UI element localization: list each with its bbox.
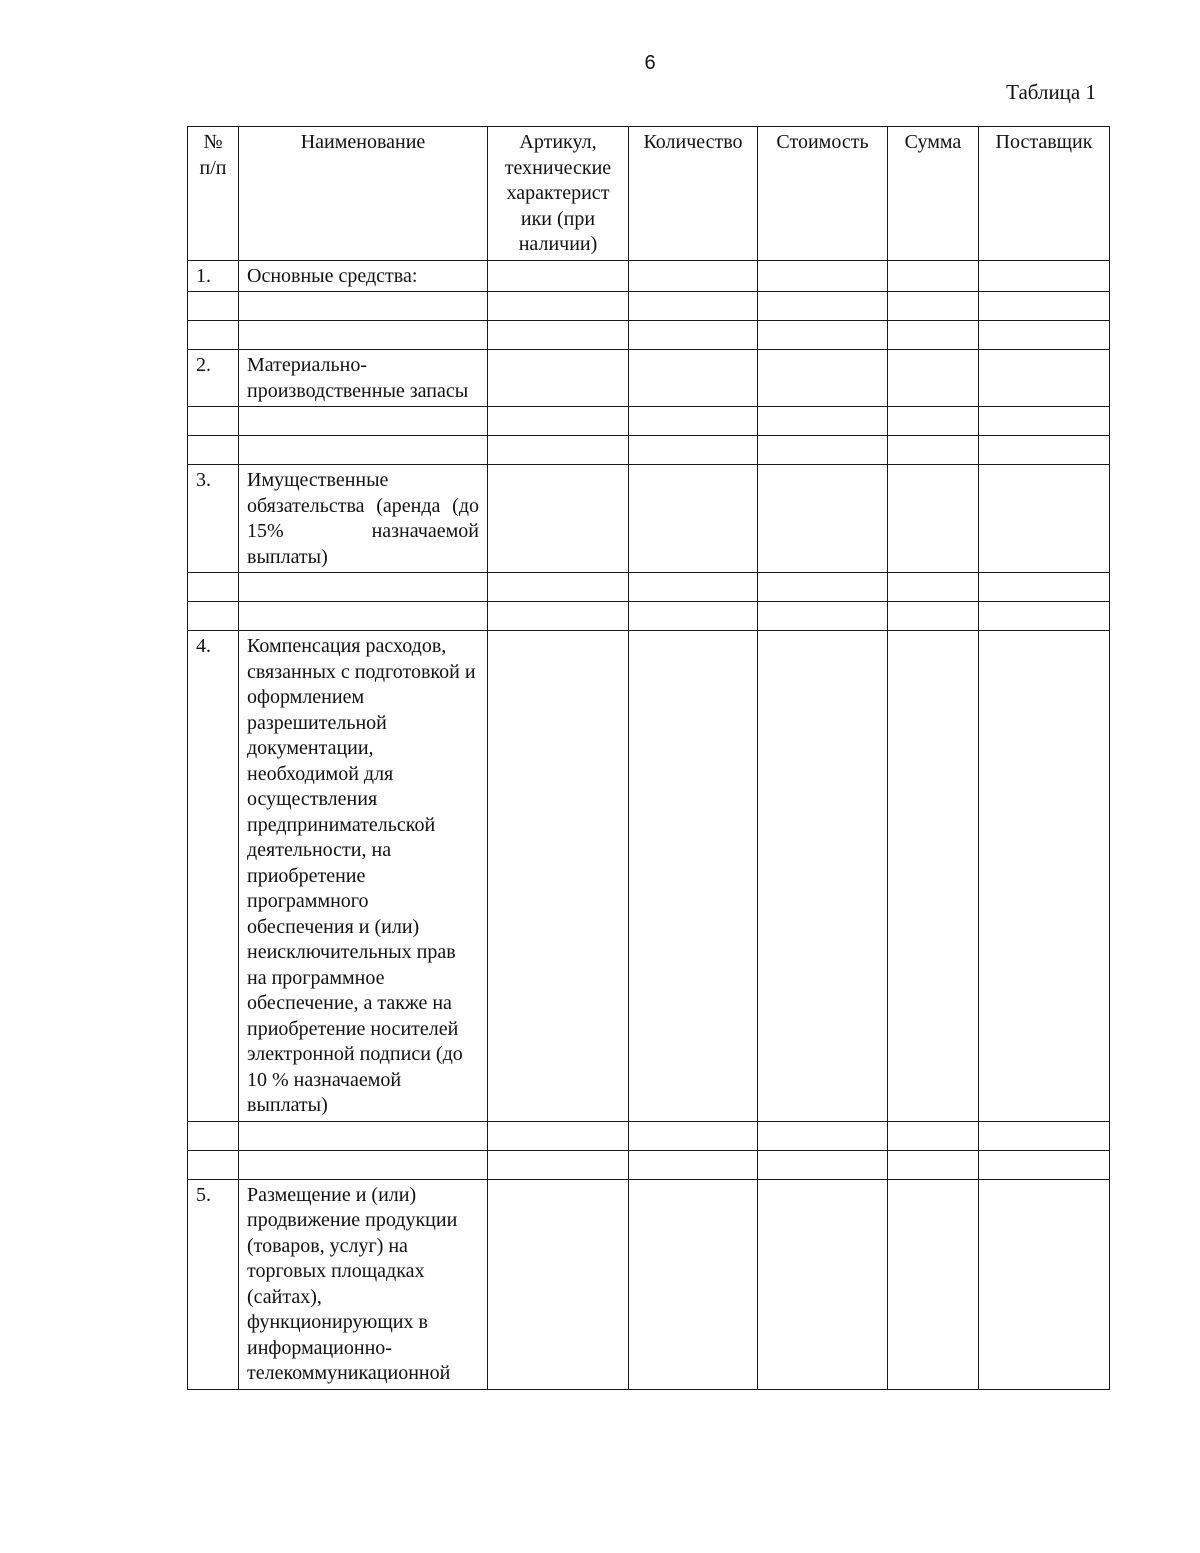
section-num: 5. (188, 1179, 239, 1389)
cell (979, 292, 1110, 321)
cell (629, 436, 758, 465)
cell (979, 407, 1110, 436)
cell (629, 350, 758, 407)
cell (188, 436, 239, 465)
cell (488, 1150, 629, 1179)
section-name: Основные средства: (239, 260, 488, 292)
section-num: 4. (188, 631, 239, 1122)
table-row-empty (188, 602, 1110, 631)
cell (188, 573, 239, 602)
cell (979, 436, 1110, 465)
cell (488, 260, 629, 292)
cell (758, 1121, 888, 1150)
cell (888, 436, 979, 465)
cell (239, 292, 488, 321)
header-quantity: Количество (629, 127, 758, 261)
cell (239, 573, 488, 602)
cell (488, 436, 629, 465)
cell (979, 321, 1110, 350)
cell (888, 350, 979, 407)
table-caption: Таблица 1 (1006, 80, 1096, 104)
cell (188, 1121, 239, 1150)
header-name: Наименование (239, 127, 488, 261)
cell (188, 292, 239, 321)
cell (188, 1150, 239, 1179)
cell (979, 350, 1110, 407)
table-row-empty (188, 1121, 1110, 1150)
cell (629, 602, 758, 631)
cell (888, 602, 979, 631)
cell (488, 407, 629, 436)
cell (488, 1121, 629, 1150)
cell (629, 465, 758, 573)
table-row-empty (188, 292, 1110, 321)
cell (888, 465, 979, 573)
cell (888, 260, 979, 292)
cell (758, 1179, 888, 1389)
header-row (188, 127, 1110, 261)
cell (629, 573, 758, 602)
cell (239, 602, 488, 631)
cell (888, 1150, 979, 1179)
cell (629, 631, 758, 1122)
table-row-empty (188, 1150, 1110, 1179)
cell (758, 260, 888, 292)
cell (188, 602, 239, 631)
cell (979, 573, 1110, 602)
table-row-empty (188, 436, 1110, 465)
cell (758, 631, 888, 1122)
cell (488, 321, 629, 350)
cell (239, 321, 488, 350)
cell (888, 631, 979, 1122)
cell (488, 573, 629, 602)
cell (629, 321, 758, 350)
cell (979, 1121, 1110, 1150)
cell (488, 350, 629, 407)
table-row-section-2 (188, 350, 1110, 407)
cell (758, 465, 888, 573)
cell (979, 1179, 1110, 1389)
cell (239, 407, 488, 436)
section-name: Компенсация расходов, связанных с подготовкой и оформлением разрешительной документации, необходимой для осуществления предпринимательской деятельности, на приобретение программного обеспечения и (или) неисключительных прав на программное обеспечение, а также на приобретение носителей электронной подписи (до 10 % назначаемой выплаты) (239, 631, 488, 1122)
section-num: 2. (188, 350, 239, 407)
cell (629, 292, 758, 321)
header-article: Артикул, технические характерист ики (при наличии) (488, 127, 629, 261)
cell (888, 292, 979, 321)
cell (629, 1179, 758, 1389)
cell (629, 407, 758, 436)
header-num: № п/п (188, 127, 239, 261)
cell (888, 573, 979, 602)
header-sum: Сумма (888, 127, 979, 261)
cell (979, 631, 1110, 1122)
cell (488, 465, 629, 573)
cell (979, 1150, 1110, 1179)
table-row-empty (188, 407, 1110, 436)
table-row-section-1 (188, 260, 1110, 292)
items-table (187, 126, 1110, 1390)
cell (888, 1121, 979, 1150)
cell (188, 407, 239, 436)
section-num: 1. (188, 260, 239, 292)
section-name: Размещение и (или) продвижение продукции (товаров, услуг) на торговых площадках (сайтах), функционирующих в информационно-телекоммуникационной (239, 1179, 488, 1389)
header-supplier: Поставщик (979, 127, 1110, 261)
cell (758, 573, 888, 602)
cell (979, 260, 1110, 292)
section-name: Материально-производственные запасы (239, 350, 488, 407)
cell (488, 631, 629, 1122)
cell (758, 292, 888, 321)
cell (629, 260, 758, 292)
cell (629, 1121, 758, 1150)
cell (758, 350, 888, 407)
cell (188, 321, 239, 350)
table-row-section-3 (188, 465, 1110, 573)
cell (888, 321, 979, 350)
table-row-empty (188, 573, 1110, 602)
cell (758, 1150, 888, 1179)
cell (979, 602, 1110, 631)
section-name: Имущественные обязательства (аренда (до 15% назначаемой выплаты) (239, 465, 488, 573)
cell (239, 1150, 488, 1179)
section-num: 3. (188, 465, 239, 573)
cell (239, 436, 488, 465)
cell (488, 1179, 629, 1389)
header-cost: Стоимость (758, 127, 888, 261)
cell (758, 407, 888, 436)
cell (888, 1179, 979, 1389)
cell (888, 407, 979, 436)
cell (758, 436, 888, 465)
cell (239, 1121, 488, 1150)
page-number: 6 (644, 52, 656, 74)
cell (758, 602, 888, 631)
cell (488, 602, 629, 631)
table-row-empty (188, 321, 1110, 350)
cell (488, 292, 629, 321)
cell (629, 1150, 758, 1179)
table-row-section-4 (188, 631, 1110, 1122)
cell (758, 321, 888, 350)
table-row-section-5 (188, 1179, 1110, 1389)
cell (979, 465, 1110, 573)
